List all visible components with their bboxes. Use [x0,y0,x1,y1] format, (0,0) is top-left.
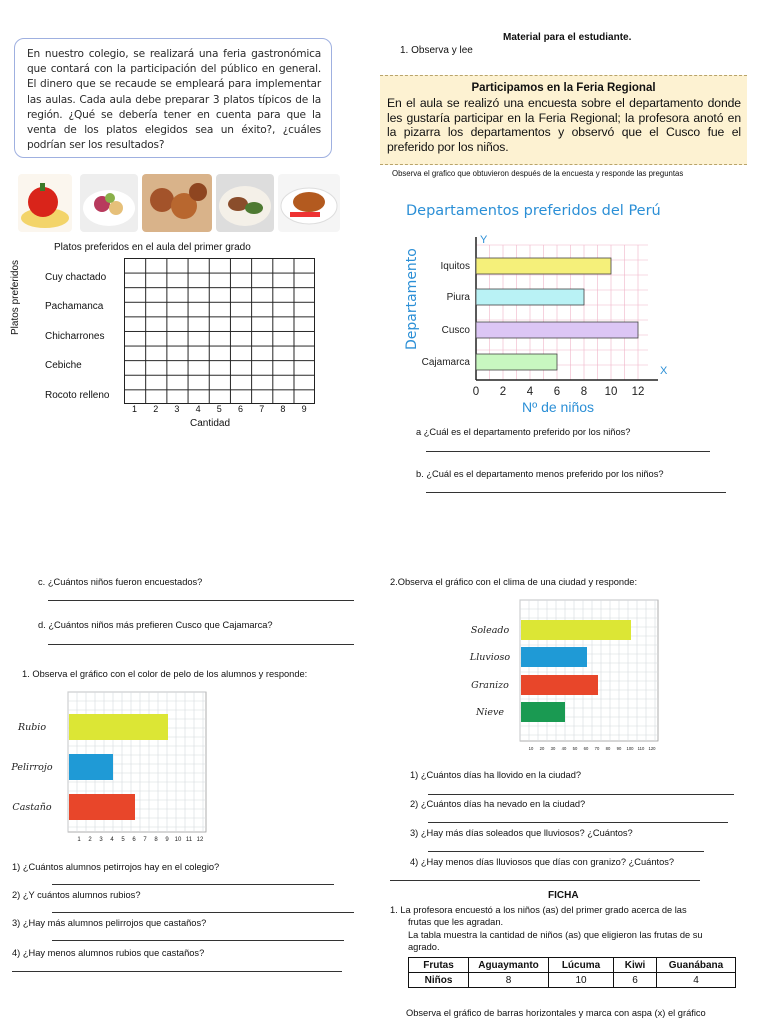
rocoto-relleno-photo [18,174,72,232]
answer-line-b[interactable] [426,492,726,493]
x-tick-label: 90 [616,746,622,751]
pelo-q4: 4) ¿Hay menos alumnos rubios que castaños? [12,948,205,958]
clima-q3: 3) ¿Hay más días soleados que lluviosos? ¿Cuántos? [410,828,633,838]
x-tick-label: 2 [153,404,159,414]
pelo-q2: 2) ¿Y cuántos alumnos rubios? [12,890,141,900]
x-axis-label: Nº de niños [521,399,595,415]
table-row [409,973,736,988]
category-label: Cajamarca [421,357,470,368]
x-tick-label: 8 [154,837,158,843]
x-tick-label: 3 [99,837,103,843]
table-cell: 4 [657,973,736,988]
answer-line-d[interactable] [48,644,354,645]
x-tick-label: 1 [77,837,81,843]
bar-cusco [476,322,638,338]
x-tick-label: 1 [132,404,138,414]
x-axis-letter: X [660,365,668,377]
table-cell: Niños [409,973,469,988]
x-tick-label: 100 [626,746,634,751]
x-tick-label: 0 [472,386,480,398]
x-tick-label: 9 [165,837,169,843]
x-tick-label: 7 [259,404,265,414]
feria-title: Participamos en la Feria Regional [471,82,656,94]
table-cell: Guanábana [657,958,736,973]
platos-empty-grid[interactable] [124,258,315,404]
table-cell: Frutas [409,958,469,973]
clima-answer-1[interactable] [428,794,734,795]
table-row [409,958,736,973]
table-cell: 10 [549,973,614,988]
step-observa-lee: 1. Observa y lee [400,45,473,56]
clima-q1: 1) ¿Cuántos días ha llovido en la ciudad? [410,770,582,780]
x-tick-label: 40 [561,746,567,751]
departamentos-chart [398,190,670,418]
x-tick-label: 20 [539,746,545,751]
x-tick-label: 10 [528,746,534,751]
x-tick-label: 11 [185,837,193,843]
x-tick-label: 3 [174,404,180,414]
pelo-answer-3[interactable] [52,940,344,941]
bar-pelirrojo [69,754,113,780]
ficha-p1b: frutas que les agradan. [408,917,504,927]
pelo-answer-1[interactable] [52,884,334,885]
platos-x-ticks [124,404,315,416]
feria-box [380,75,747,165]
x-tick-label: 8 [580,386,588,398]
x-tick-label: 30 [550,746,556,751]
pelo-chart [10,688,210,848]
table-cell: Kiwi [614,958,657,973]
x-tick-label: 2 [88,837,92,843]
answer-line-c[interactable] [48,600,354,601]
x-tick-label: 4 [526,386,534,398]
x-tick-label: 50 [572,746,578,751]
ficha-p1: 1. La profesora encuestó a los niños (as) del primer grado acerca de las [390,905,687,915]
y-axis-letter: Y [480,234,488,246]
y-axis-label: Departamento [404,248,420,350]
x-tick-label: 80 [605,746,611,751]
cuy-chactado-photo [278,174,340,232]
table-cell: 6 [614,973,657,988]
bar-piura [476,289,584,305]
x-tick-label: 6 [132,837,136,843]
clima-chart [462,596,662,756]
platos-item-chicharrones: Chicharrones [45,331,105,342]
bar-nieve [521,702,565,722]
feria-text: En el aula se realizó una encuesta sobre el departamento donde les gustaría participar en la Feria Regional; la profesora anotó en la pizarra los departamentos y observó que el Cusco fue el preferido por los niños. [387,96,741,154]
intro-box [14,38,332,158]
x-tick-label: 7 [143,837,147,843]
category-label: Castaño [12,802,52,813]
category-label: Pelirrojo [11,762,53,773]
chart-title: Departamentos preferidos del Perú [406,203,661,219]
category-label: Iquitos [440,261,470,272]
category-label: Lluvioso [469,652,511,663]
platos-item-cebiche: Cebiche [45,360,82,371]
pachamanca-photo [216,174,274,232]
pelo-answer-2[interactable] [52,912,354,913]
clima-intro: 2.Observa el gráfico con el clima de una ciudad y responde: [390,577,638,587]
answer-line-a[interactable] [426,451,710,452]
category-label: Rubio [17,722,47,733]
x-tick-label: 5 [216,404,222,414]
observa-grafico-instr: Observa el grafico que obtuvieron después de la encuesta y responde las preguntas [392,169,684,178]
x-tick-label: 12 [196,837,204,843]
platos-item-pachamanca: Pachamanca [45,301,104,312]
x-tick-label: 110 [637,746,645,751]
platos-item-cuy: Cuy chactado [45,272,107,283]
cebiche-photo [80,174,138,232]
page-title: Material para el estudiante. [503,32,632,43]
clima-q4: 4) ¿Hay menos días lluviosos que días con granizo? ¿Cuántos? [410,857,675,867]
pelo-answer-4[interactable] [12,971,342,972]
question-a: a ¿Cuál es el departamento preferido por los niños? [416,427,631,437]
clima-q2: 2) ¿Cuántos días ha nevado en la ciudad? [410,799,586,809]
x-tick-label: 12 [631,386,645,398]
bar-castaño [69,794,135,820]
platos-item-rocoto: Rocoto relleno [45,390,110,401]
x-tick-label: 8 [280,404,286,414]
platos-chart-ylabel: Platos preferidos [10,259,21,335]
bar-granizo [521,675,598,695]
x-tick-label: 70 [594,746,600,751]
ficha-final: Observa el gráfico de barras horizontales y marca con aspa (x) el gráfico [406,1008,706,1018]
intro-text: En nuestro colegio, se realizará una feria gastronómica que contará con la participación del público en general. El dinero que se recaude se empleará para implementar las aulas. Cada aula debe preparar 3 platos típicos de la región. ¿Qué se debería tener en cuenta para que la venta de los platos elegidos sea un éxito?, ¿cuáles podrían ser los resultados? [27,48,321,152]
ficha-p2b: agrado. [408,942,440,952]
bar-rubio [69,714,168,740]
bar-cajamarca [476,354,557,370]
fruits-table [408,957,736,988]
clima-answer-3[interactable] [428,851,704,852]
pelo-q1: 1) ¿Cuántos alumnos petirrojos hay en el colegio? [12,862,220,872]
table-cell: 8 [469,973,549,988]
x-tick-label: 6 [238,404,244,414]
x-tick-label: 10 [174,837,182,843]
x-tick-label: 9 [301,404,307,414]
x-tick-label: 5 [121,837,125,843]
clima-answer-2[interactable] [428,822,728,823]
question-c: c. ¿Cuántos niños fueron encuestados? [38,577,203,587]
table-cell: Lúcuma [549,958,614,973]
category-label: Cusco [441,325,470,336]
clima-answer-4[interactable] [390,880,700,881]
x-tick-label: 2 [499,386,507,398]
platos-chart-title: Platos preferidos en el aula del primer grado [54,242,251,253]
x-tick-label: 10 [604,386,618,398]
x-tick-label: 60 [583,746,589,751]
category-label: Granizo [471,680,509,691]
x-tick-label: 4 [195,404,201,414]
bar-lluvioso [521,647,587,667]
category-label: Nieve [476,707,504,718]
ficha-title: FICHA [548,890,579,901]
x-tick-label: 4 [110,837,114,843]
question-b: b. ¿Cuál es el departamento menos preferido por los niños? [416,469,664,479]
x-tick-label: 120 [648,746,656,751]
pelo-q3: 3) ¿Hay más alumnos pelirrojos que castaños? [12,918,207,928]
x-tick-label: 6 [553,386,561,398]
bar-soleado [521,620,631,640]
pelo-intro: 1. Observa el gráfico con el color de pelo de los alumnos y responde: [22,669,308,679]
chicharrones-photo [142,174,212,232]
question-d: d. ¿Cuántos niños más prefieren Cusco que Cajamarca? [38,620,273,630]
ficha-p2: La tabla muestra la cantidad de niños (as) que eligieron las frutas de su [408,930,703,940]
category-label: Soleado [470,625,510,636]
category-label: Piura [446,292,470,303]
platos-chart-xlabel: Cantidad [190,418,231,429]
table-cell: Aguaymanto [469,958,549,973]
bar-iquitos [476,258,611,274]
